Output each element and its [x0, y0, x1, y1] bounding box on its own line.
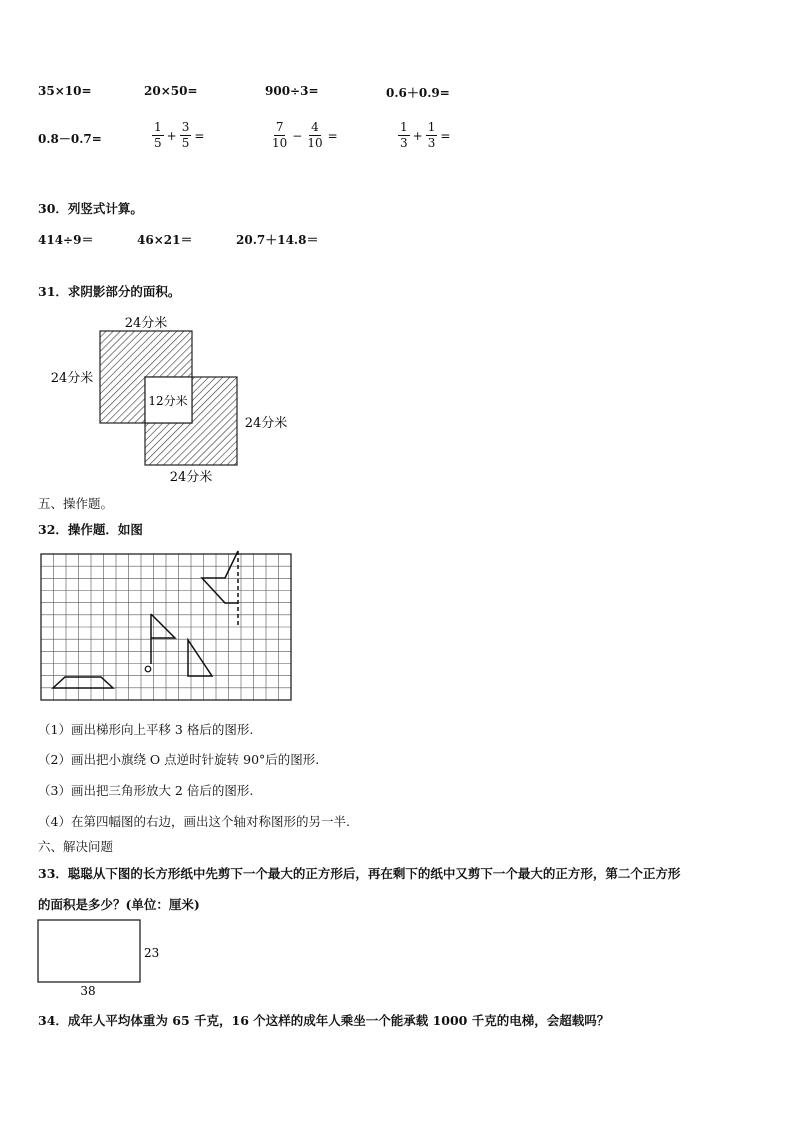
- calc-item: 20×50=: [144, 84, 198, 98]
- label-inner: 12分米: [148, 394, 188, 408]
- trapezoid-shape: [53, 677, 113, 688]
- fraction-expression: [268, 120, 339, 151]
- calc-item: 0.8－0.7=: [38, 132, 102, 146]
- grid-figure: [40, 548, 294, 704]
- label-right: 24分米: [244, 416, 288, 431]
- task-item: （3）画出把三角形放大 2 倍后的图形.: [38, 783, 254, 798]
- label-left: 24分米: [50, 371, 94, 386]
- section-5-heading: 五、操作题。: [38, 496, 114, 511]
- numerator: 1: [400, 120, 408, 134]
- task-item: （1）画出梯形向上平移 3 格后的图形.: [38, 722, 254, 737]
- question-33-line-2: 的面积是多少？(单位：厘米): [38, 897, 200, 912]
- question-32-title: 32．操作题．如图: [38, 522, 143, 537]
- question-34: 34．成年人平均体重为 65 千克，16 个这样的成年人乘坐一个能承载 1000 千克的电梯，会超载吗？: [38, 1013, 610, 1028]
- question-33-line-1: 33．聪聪从下图的长方形纸中先剪下一个最大的正方形后，再在剩下的纸中又剪下一个最大的正方形，第二个正方形: [38, 866, 681, 881]
- task-item: （2）画出把小旗绕 O 点逆时针旋转 90°后的图形.: [38, 752, 320, 767]
- denominator: 5: [154, 136, 162, 150]
- numerator: 1: [427, 120, 436, 134]
- label-top: 24分米: [124, 316, 168, 331]
- operator: +: [412, 128, 423, 143]
- denominator: 10: [307, 136, 323, 150]
- shaded-squares-figure: [40, 305, 300, 490]
- vertical-calc-item: 20.7＋14.8＝: [236, 233, 319, 247]
- numerator: 7: [275, 120, 284, 134]
- width-label: 38: [80, 984, 96, 998]
- grid-lines: [41, 554, 291, 700]
- denominator: 3: [427, 136, 436, 150]
- calc-item: 900÷3=: [265, 84, 319, 98]
- denominator: 5: [181, 136, 190, 150]
- operator: +: [166, 128, 177, 143]
- question-30-title: 30．列竖式计算。: [38, 201, 143, 216]
- calc-item: 0.6＋0.9=: [386, 86, 450, 100]
- equals-sign: =: [327, 128, 338, 143]
- height-label: 23: [144, 946, 160, 960]
- fraction-expression: [396, 120, 451, 151]
- half-symmetric-shape: [202, 551, 238, 603]
- calc-item: 35×10=: [38, 84, 92, 98]
- equals-sign: =: [440, 128, 451, 143]
- question-31-title: 31．求阴影部分的面积。: [38, 284, 181, 299]
- fraction-expression: [150, 120, 205, 151]
- point-o-marker: [145, 666, 151, 672]
- operator: −: [292, 128, 303, 143]
- numerator: 3: [181, 120, 190, 134]
- vertical-calc-item: 46×21＝: [137, 233, 193, 247]
- denominator: 10: [272, 136, 288, 150]
- task-item: （4）在第四幅图的右边，画出这个轴对称图形的另一半.: [38, 814, 350, 829]
- rectangle-figure: [36, 917, 166, 999]
- numerator: 4: [311, 120, 319, 134]
- vertical-calc-item: 414÷9＝: [38, 233, 94, 247]
- triangle-shape: [188, 640, 212, 676]
- equals-sign: =: [194, 128, 205, 143]
- numerator: 1: [154, 120, 162, 134]
- denominator: 3: [400, 136, 408, 150]
- label-bottom: 24分米: [169, 470, 213, 485]
- section-6-heading: 六、解决问题: [38, 839, 114, 854]
- rectangle-paper: [38, 920, 140, 982]
